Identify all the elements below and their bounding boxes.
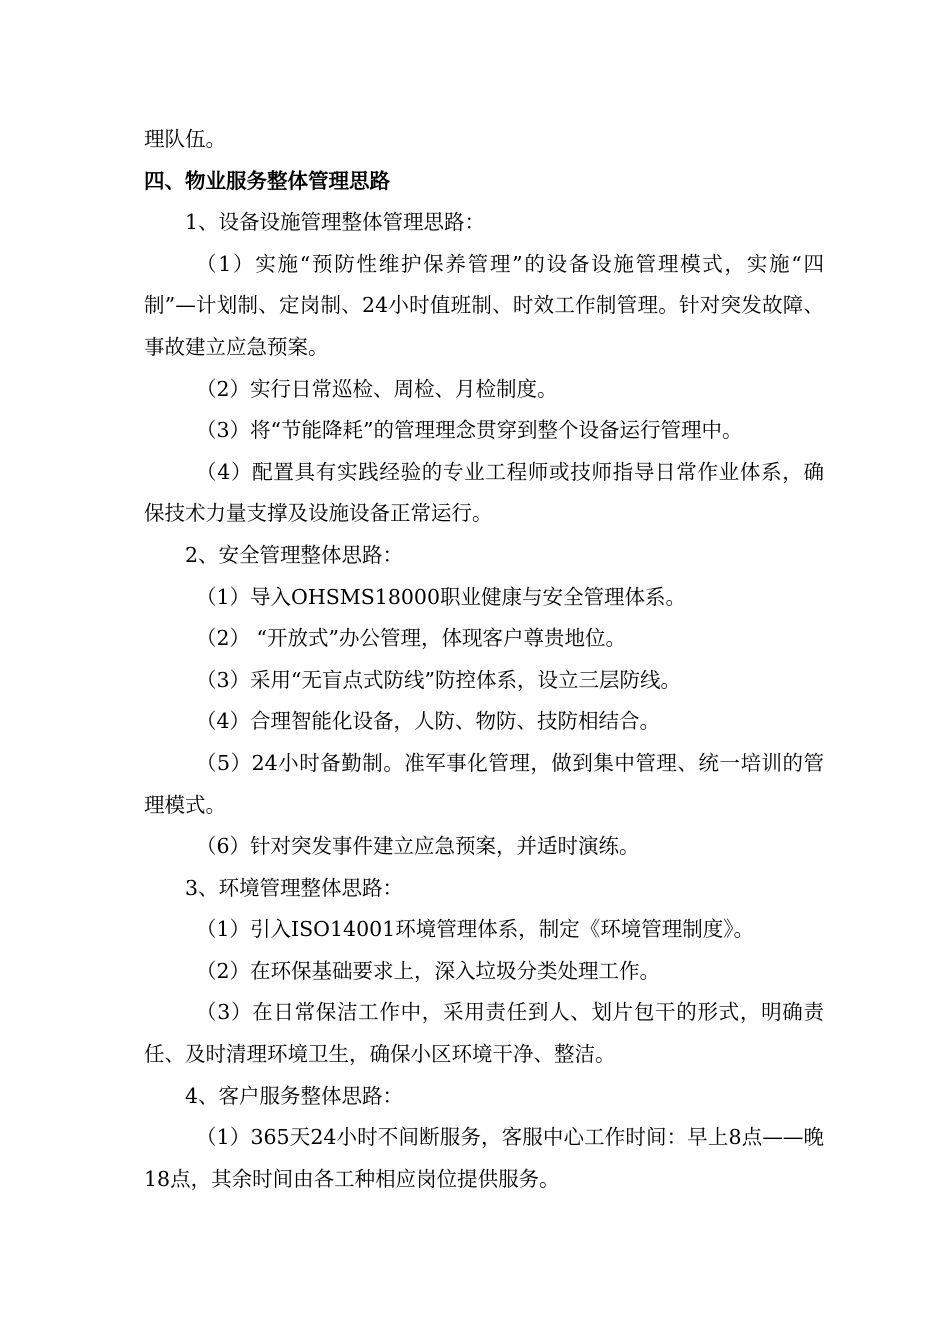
paragraph-equipment-1: （1）实施“预防性维护保养管理”的设备设施管理模式，实施“四制”—计划制、定岗制、24小时值班制、时效工作制管理。针对突发故障、事故建立应急预案。 bbox=[144, 251, 824, 359]
paragraph-environment-3: （3）在日常保洁工作中，采用责任到人、划片包干的形式，明确责任、及时清理环境卫生，确保小区环境干净、整洁。 bbox=[144, 1000, 824, 1067]
paragraph-security-1: （1）导入OHSMS18000职业健康与安全管理体系。 bbox=[196, 584, 687, 609]
paragraph-equipment-4: （4）配置具有实践经验的专业工程师或技师指导日常作业体系，确保技术力量支撑及设施设备正常运行。 bbox=[144, 459, 824, 526]
section-heading-4: 四、物业服务整体管理思路 bbox=[144, 168, 390, 193]
subsection-heading-customer-service: 4、客户服务整体思路： bbox=[185, 1083, 404, 1108]
document-body bbox=[144, 119, 824, 1200]
paragraph-equipment-2: （2）实行日常巡检、周检、月检制度。 bbox=[196, 376, 558, 401]
paragraph-security-3: （3）采用“无盲点式防线”防控体系，设立三层防线。 bbox=[196, 667, 682, 692]
subsection-heading-equipment: 1、设备设施管理整体管理思路： bbox=[185, 210, 486, 235]
paragraph-security-5: （5）24小时备勤制。准军事化管理，做到集中管理、统一培训的管理模式。 bbox=[144, 750, 824, 817]
paragraph-environment-1: （1）引入ISO14001环境管理体系，制定《环境管理制度》。 bbox=[196, 917, 754, 942]
subsection-heading-security: 2、安全管理整体思路： bbox=[185, 542, 404, 567]
paragraph-environment-2: （2）在环保基础要求上，深入垃圾分类处理工作。 bbox=[196, 958, 661, 983]
paragraph-equipment-3: （3）将“节能降耗”的管理理念贯穿到整个设备运行管理中。 bbox=[196, 418, 743, 443]
paragraph-security-4: （4）合理智能化设备，人防、物防、技防相结合。 bbox=[196, 709, 661, 734]
paragraph-continuation: 理队伍。 bbox=[144, 127, 226, 151]
paragraph-security-6: （6）针对突发事件建立应急预案，并适时演练。 bbox=[196, 834, 640, 859]
subsection-heading-environment: 3、环境管理整体思路： bbox=[185, 875, 404, 900]
paragraph-security-2: （2） “开放式”办公管理，体现客户尊贵地位。 bbox=[196, 626, 627, 651]
paragraph-customer-service-1: （1）365天24小时不间断服务，客服中心工作时间：早上8点——晚18点，其余时间由各工种相应岗位提供服务。 bbox=[144, 1125, 824, 1191]
